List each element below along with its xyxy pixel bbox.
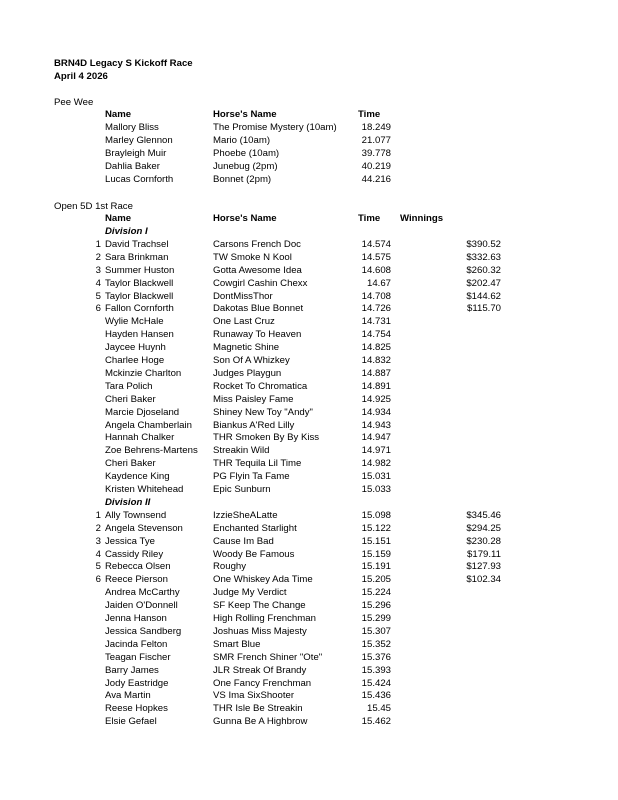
entry-time: 14.925	[361, 393, 391, 405]
entry-time: 15.424	[361, 677, 391, 689]
entry-time: 15.393	[361, 664, 391, 676]
entry-name: Jaycee Huynh	[105, 342, 166, 354]
entry-name: Mckinzie Charlton	[105, 367, 182, 379]
entry-place: 2	[95, 522, 101, 534]
entry-time: 15.159	[361, 548, 391, 560]
entry-time: 14.754	[361, 329, 391, 341]
peewee-entry-horse: Phoebe (10am)	[213, 147, 280, 159]
entry-horse: Miss Paisley Fame	[213, 393, 294, 405]
entry-horse: Streakin Wild	[213, 445, 270, 457]
peewee-header-horse: Horse's Name	[213, 109, 277, 120]
entry-name: Hayden Hansen	[105, 329, 174, 341]
entry-horse: Gunna Be A Highbrow	[213, 716, 308, 728]
entry-time: 14.934	[361, 406, 391, 418]
entry-horse: Smart Blue	[213, 638, 261, 650]
entry-winnings: $144.62	[466, 290, 501, 302]
peewee-entry-time: 44.216	[361, 173, 391, 185]
entry-horse: VS Ima SixShooter	[213, 690, 295, 702]
entry-horse: Enchanted Starlight	[213, 522, 297, 534]
entry-horse: SF Keep The Change	[213, 600, 306, 612]
entry-name: Elsie Gefael	[105, 716, 157, 728]
entry-horse: THR Smoken By By Kiss	[213, 432, 320, 444]
peewee-entry-name: Lucas Cornforth	[105, 173, 174, 185]
entry-horse: High Rolling Frenchman	[213, 613, 316, 624]
entry-horse: Epic Sunburn	[213, 484, 271, 495]
open-header-time: Time	[358, 213, 381, 224]
entry-name: Charlee Hoge	[105, 355, 165, 366]
entry-horse: Runaway To Heaven	[213, 329, 302, 341]
peewee-entry-horse: Mario (10am)	[213, 134, 271, 146]
entry-name: Angela Stevenson	[105, 522, 183, 534]
entry-name: Ally Townsend	[105, 509, 167, 521]
entry-name: Jody Eastridge	[105, 677, 169, 689]
peewee-section-label: Pee Wee	[54, 97, 94, 108]
peewee-entry-name: Brayleigh Muir	[105, 147, 167, 159]
peewee-entry-name: Marley Glennon	[105, 134, 173, 146]
entry-horse: Rocket To Chromatica	[213, 380, 308, 392]
entry-time: 14.971	[361, 445, 391, 457]
entry-horse: Biankus A'Red Lilly	[213, 419, 295, 431]
entry-place: 5	[95, 561, 101, 573]
entry-time: 15.224	[361, 587, 391, 599]
entry-name: Tara Polich	[105, 380, 153, 392]
peewee-entry-name: Dahlia Baker	[105, 160, 160, 172]
entry-horse: SMR French Shiner "Ote"	[213, 651, 323, 663]
entry-time: 15.299	[361, 613, 391, 624]
peewee-entry-time: 18.249	[361, 122, 391, 133]
entry-horse: DontMissThor	[213, 290, 273, 302]
entry-name: Kristen Whitehead	[105, 484, 184, 495]
entry-place: 1	[95, 238, 101, 250]
entry-horse: TW Smoke N Kool	[213, 251, 292, 263]
division-label: Division I	[105, 226, 148, 237]
entry-winnings: $127.93	[466, 561, 501, 573]
entry-place: 3	[95, 535, 101, 547]
entry-place: 4	[95, 548, 101, 560]
entry-winnings: $230.28	[466, 535, 501, 547]
entry-time: 14.575	[361, 251, 391, 263]
entry-winnings: $345.46	[466, 509, 501, 521]
entry-place: 4	[95, 277, 101, 289]
entry-name: Sara Brinkman	[105, 251, 169, 263]
open-section-label: Open 5D 1st Race	[54, 201, 133, 212]
entry-winnings: $294.25	[466, 522, 501, 534]
peewee-entry-time: 39.778	[361, 147, 391, 159]
entry-time: 14.891	[361, 380, 391, 392]
entry-time: 14.943	[361, 419, 391, 431]
entry-name: Taylor Blackwell	[105, 277, 174, 289]
entry-horse: Woody Be Famous	[213, 548, 295, 560]
entry-time: 15.462	[361, 716, 391, 728]
entry-horse: Gotta Awesome Idea	[213, 264, 302, 276]
entry-winnings: $390.52	[466, 238, 501, 250]
entry-time: 15.296	[361, 600, 391, 612]
entry-time: 15.436	[361, 690, 391, 702]
document-date: April 4 2026	[54, 71, 108, 82]
entry-name: Reece Pierson	[105, 574, 168, 586]
entry-name: Angela Chamberlain	[105, 419, 192, 431]
entry-name: Reese Hopkes	[105, 703, 168, 715]
open-header-name: Name	[105, 213, 132, 224]
entry-horse: PG Flyin Ta Fame	[213, 471, 290, 483]
entry-name: Barry James	[105, 664, 159, 676]
entry-time: 15.352	[361, 638, 391, 650]
entry-horse: Dakotas Blue Bonnet	[213, 303, 304, 315]
peewee-header-time: Time	[358, 109, 381, 120]
entry-time: 14.731	[361, 316, 391, 328]
entry-winnings: $202.47	[466, 277, 501, 289]
entry-horse: THR Tequila Lil Time	[213, 458, 302, 470]
entry-horse: Son Of A Whizkey	[213, 355, 290, 366]
entry-winnings: $332.63	[466, 251, 501, 263]
entry-time: 14.887	[361, 367, 391, 379]
entry-place: 1	[95, 509, 101, 521]
entry-horse: One Fancy Frenchman	[213, 677, 312, 689]
entry-name: Wylie McHale	[105, 316, 164, 328]
entry-name: Ava Martin	[105, 690, 151, 702]
entry-name: Cheri Baker	[105, 458, 156, 470]
entry-name: Summer Huston	[105, 264, 175, 276]
entry-name: Hannah Chalker	[105, 432, 175, 444]
peewee-entry-horse: Bonnet (2pm)	[213, 173, 272, 185]
entry-horse: Carsons French Doc	[213, 238, 301, 250]
entry-name: Andrea McCarthy	[105, 587, 180, 599]
entry-winnings: $260.32	[466, 264, 501, 276]
entry-name: Cassidy Riley	[105, 548, 164, 560]
entry-name: Rebecca Olsen	[105, 561, 171, 573]
entry-name: Zoe Behrens-Martens	[105, 445, 198, 457]
entry-name: Kaydence King	[105, 471, 170, 483]
entry-time: 15.031	[361, 471, 391, 483]
entry-horse: Joshuas Miss Majesty	[213, 625, 307, 637]
entry-name: Fallon Cornforth	[105, 303, 174, 315]
entry-horse: Judge My Verdict	[213, 587, 287, 599]
entry-place: 5	[95, 290, 101, 302]
entry-time: 15.205	[361, 574, 391, 586]
entry-time: 14.947	[361, 432, 391, 444]
entry-time: 15.122	[361, 522, 391, 534]
entry-place: 2	[95, 251, 101, 263]
peewee-entry-horse: Junebug (2pm)	[213, 160, 278, 172]
entry-horse: Cowgirl Cashin Chexx	[213, 277, 308, 289]
open-header-horse: Horse's Name	[213, 213, 277, 224]
entry-winnings: $102.34	[466, 574, 501, 586]
entry-horse: JLR Streak Of Brandy	[213, 664, 307, 676]
entry-place: 6	[95, 574, 101, 586]
entry-name: Jaiden O'Donnell	[105, 600, 178, 612]
entry-time: 14.608	[361, 264, 391, 276]
entry-name: Marcie Djoseland	[105, 406, 180, 418]
entry-time: 15.151	[361, 535, 391, 547]
entry-time: 15.376	[361, 651, 391, 663]
entry-name: Jessica Tye	[105, 535, 155, 547]
entry-winnings: $115.70	[467, 303, 501, 315]
entry-name: Taylor Blackwell	[105, 290, 174, 302]
entry-name: Cheri Baker	[105, 393, 156, 405]
entry-time: 15.191	[361, 561, 391, 573]
peewee-entry-name: Mallory Bliss	[105, 122, 159, 133]
entry-winnings: $179.11	[467, 548, 501, 560]
entry-horse: Shiney New Toy "Andy"	[213, 406, 313, 418]
peewee-entry-horse: The Promise Mystery (10am)	[213, 122, 337, 133]
entry-horse: One Last Cruz	[213, 316, 275, 328]
entry-name: Teagan Fischer	[105, 651, 171, 663]
entry-time: 14.67	[366, 277, 391, 289]
entry-name: Jessica Sandberg	[105, 625, 182, 637]
document-title: BRN4D Legacy S Kickoff Race	[54, 58, 193, 69]
open-header-winnings: Winnings	[400, 213, 444, 224]
peewee-header-name: Name	[105, 109, 132, 120]
entry-time: 14.726	[361, 303, 391, 315]
peewee-entry-time: 40.219	[361, 160, 391, 172]
entry-time: 15.307	[361, 625, 391, 637]
entry-name: David Trachsel	[105, 238, 169, 250]
entry-time: 14.825	[361, 342, 391, 354]
entry-name: Jenna Hanson	[105, 613, 167, 624]
entry-place: 6	[95, 303, 101, 315]
peewee-entry-time: 21.077	[361, 134, 391, 146]
entry-horse: THR Isle Be Streakin	[213, 703, 303, 715]
entry-horse: Cause Im Bad	[213, 535, 274, 547]
entry-name: Jacinda Felton	[105, 638, 168, 650]
entry-horse: IzzieSheALatte	[213, 509, 278, 521]
entry-time: 14.574	[361, 238, 391, 250]
entry-time: 15.098	[361, 509, 391, 521]
entry-horse: One Whiskey Ada Time	[213, 574, 313, 586]
entry-time: 14.982	[361, 458, 391, 470]
entry-horse: Judges Playgun	[213, 367, 282, 379]
entry-place: 3	[95, 264, 101, 276]
entry-time: 14.832	[361, 355, 391, 366]
entry-horse: Magnetic Shine	[213, 342, 280, 354]
entry-time: 15.45	[366, 703, 391, 715]
entry-horse: Roughy	[213, 561, 247, 573]
division-label: Division II	[105, 496, 151, 508]
entry-time: 15.033	[361, 484, 391, 495]
entry-time: 14.708	[361, 290, 391, 302]
